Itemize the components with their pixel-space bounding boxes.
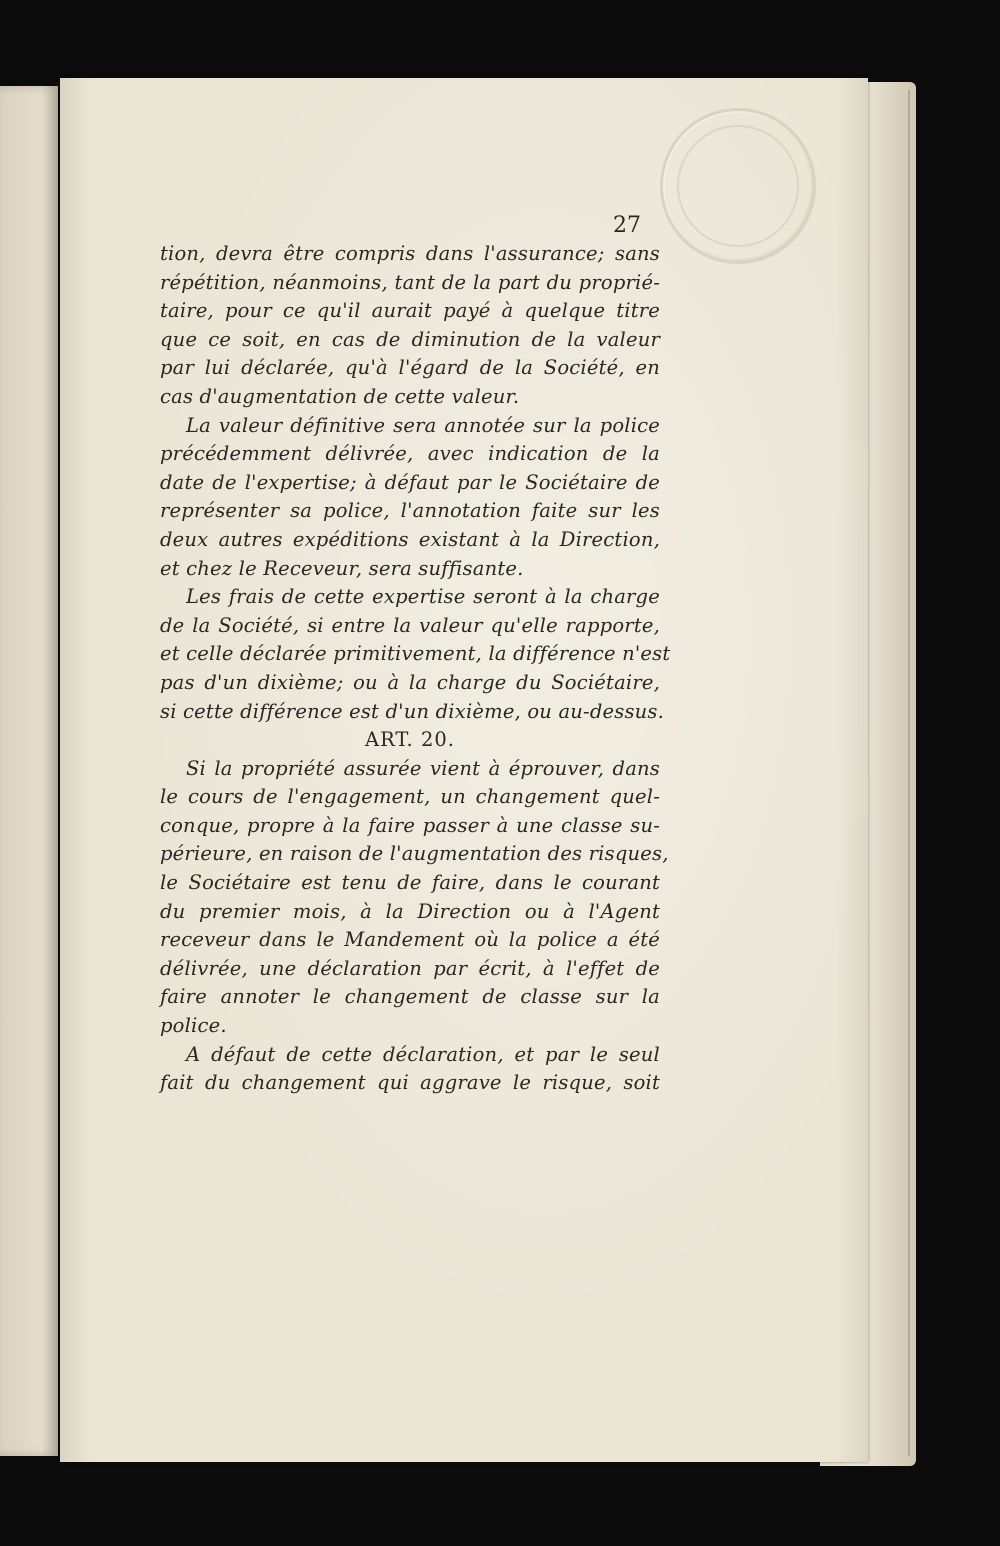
text-line: deux autres expéditions existant à la Direction, bbox=[160, 527, 660, 551]
text-line: du premier mois, à la Direction ou à l'Agent bbox=[160, 899, 660, 923]
text-line: conque, propre à la faire passer à une classe su- bbox=[160, 813, 660, 837]
text-line: faire annoter le changement de classe sur la bbox=[160, 985, 660, 1009]
text-line: tion, devra être compris dans l'assurance; sans bbox=[160, 242, 660, 265]
text-line: et celle déclarée primitivement, la différence n'est bbox=[160, 642, 671, 666]
text-line: que ce soit, en cas de diminution de la valeur bbox=[160, 327, 660, 351]
text-line: représenter sa police, l'annotation faite sur les bbox=[160, 499, 660, 523]
text-line: date de l'expertise; à défaut par le Sociétaire de bbox=[160, 470, 660, 494]
text-line: périeure, en raison de l'augmentation des risques, bbox=[160, 842, 669, 866]
text-line: cas d'augmentation de cette valeur. bbox=[160, 384, 520, 408]
text-line: le cours de l'engagement, un changement quel- bbox=[160, 785, 660, 809]
text-line: délivrée, une déclaration par écrit, à l'effet de bbox=[160, 956, 660, 980]
body-text bbox=[160, 240, 671, 1098]
text-line: de la Société, si entre la valeur qu'elle rapporte, bbox=[160, 613, 660, 637]
facing-page-edge bbox=[0, 86, 58, 1456]
text-line: et chez le Receveur, sera suffisante. bbox=[160, 556, 524, 580]
text-line: si cette différence est d'un dixième, ou au-dessus. bbox=[160, 699, 665, 723]
text-line: police. bbox=[160, 1014, 227, 1038]
embossed-seal-icon bbox=[660, 108, 816, 264]
text-line: le Sociétaire est tenu de faire, dans le courant bbox=[160, 871, 660, 895]
text-line: par lui déclarée, qu'à l'égard de la Société, en bbox=[160, 356, 660, 380]
text-line: taire, pour ce qu'il aurait payé à quelque titre bbox=[160, 299, 660, 323]
text-line: fait du changement qui aggrave le risque, soit bbox=[160, 1071, 660, 1095]
text-line: La valeur définitive sera annotée sur la police bbox=[186, 413, 660, 437]
text-line: A défaut de cette déclaration, et par le seul bbox=[186, 1042, 660, 1066]
text-line: Les frais de cette expertise seront à la charge bbox=[186, 585, 660, 609]
document-page bbox=[60, 78, 868, 1462]
text-line: pas d'un dixième; ou à la charge du Sociétaire, bbox=[160, 670, 660, 694]
page-number: 27 bbox=[613, 213, 641, 238]
text-line: répétition, néanmoins, tant de la part du proprié- bbox=[160, 270, 660, 294]
text-line: précédemment délivrée, avec indication de la bbox=[160, 442, 660, 466]
article-heading: ART. 20. bbox=[365, 728, 455, 752]
text-line: receveur dans le Mandement où la police a été bbox=[160, 928, 660, 952]
text-line: Si la propriété assurée vient à éprouver, dans bbox=[186, 756, 660, 780]
